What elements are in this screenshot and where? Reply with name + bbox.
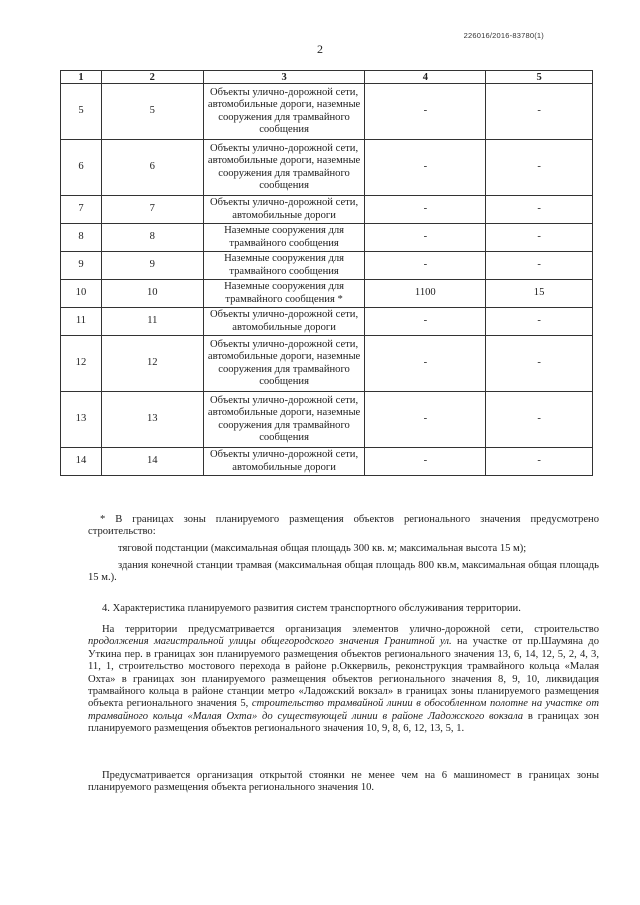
zone-number-cell: 9	[101, 252, 203, 280]
zone-number-cell: 11	[101, 308, 203, 336]
object-type-cell: Объекты улично-дорожной сети, автомобильные дороги, наземные сооружения для трамвайного сообщения	[203, 392, 365, 448]
area-cell: -	[365, 336, 486, 392]
row-number-cell: 11	[61, 308, 102, 336]
area-cell: -	[365, 392, 486, 448]
area-cell: -	[365, 84, 486, 140]
zone-number-cell: 6	[101, 140, 203, 196]
table-row	[61, 84, 593, 140]
row-number-cell: 7	[61, 196, 102, 224]
area-cell: -	[365, 140, 486, 196]
height-cell: -	[486, 84, 593, 140]
column-header: 5	[486, 71, 593, 84]
table-row	[61, 280, 593, 308]
document-id: 226016/2016-83780(1)	[463, 31, 544, 40]
height-cell: -	[486, 224, 593, 252]
object-type-cell: Наземные сооружения для трамвайного сообщения	[203, 224, 365, 252]
row-number-cell: 5	[61, 84, 102, 140]
section-paragraph-2: Предусматривается организация открытой стоянки не менее чем на 6 машиномест в границах зоны планируемого размещения объекта регионального значения 10.	[88, 770, 599, 794]
area-cell: 1100	[365, 280, 486, 308]
object-type-cell: Наземные сооружения для трамвайного сообщения *	[203, 280, 365, 308]
column-header: 1	[61, 71, 102, 84]
zone-number-cell: 13	[101, 392, 203, 448]
zones-table	[60, 70, 593, 476]
height-cell: -	[486, 448, 593, 476]
area-cell: -	[365, 224, 486, 252]
table-row	[61, 252, 593, 280]
area-cell: -	[365, 196, 486, 224]
height-cell: -	[486, 252, 593, 280]
zone-number-cell: 7	[101, 196, 203, 224]
height-cell: -	[486, 336, 593, 392]
row-number-cell: 13	[61, 392, 102, 448]
section-heading: 4. Характеристика планируемого развития систем транспортного обслуживания территории.	[102, 603, 521, 614]
area-cell: -	[365, 448, 486, 476]
area-cell: -	[365, 252, 486, 280]
table-row	[61, 308, 593, 336]
table-header-row	[61, 71, 593, 84]
object-type-cell: Объекты улично-дорожной сети, автомобильные дороги	[203, 196, 365, 224]
height-cell: -	[486, 140, 593, 196]
object-type-cell: Объекты улично-дорожной сети, автомобильные дороги, наземные сооружения для трамвайного сообщения	[203, 336, 365, 392]
footnote-intro-text: * В границах зоны планируемого размещения объектов регионального значения предусмотрено строительство:	[88, 514, 599, 538]
italic-phrase: строительство трамвайной линии в обособленном полотне на участке от трамвайного кольца «Малая Охта» до существующей линии в районе Ладожского вокзала	[88, 698, 599, 722]
zone-number-cell: 8	[101, 224, 203, 252]
object-type-cell: Объекты улично-дорожной сети, автомобильные дороги	[203, 308, 365, 336]
italic-phrase: продолжения магистральной улицы общегородского значения Гранитной ул.	[88, 636, 452, 648]
height-cell: -	[486, 196, 593, 224]
table-row	[61, 140, 593, 196]
zone-number-cell: 14	[101, 448, 203, 476]
object-type-cell: Объекты улично-дорожной сети, автомобильные дороги	[203, 448, 365, 476]
row-number-cell: 14	[61, 448, 102, 476]
column-header: 4	[365, 71, 486, 84]
row-number-cell: 10	[61, 280, 102, 308]
column-header: 3	[203, 71, 365, 84]
row-number-cell: 12	[61, 336, 102, 392]
table-row	[61, 336, 593, 392]
section-paragraph-1: На территории предусматривается организация элементов улично-дорожной сети, строительство продолжения магистральной улицы общегородского значения Гранитной ул. на участке от пр.Шаумяна до Уткина пер. в границах зон планируемого размещения объектов регионального значения 13, 6, 14, 12, 5, 2, 4, 3, 11, 1, строительство мостового перехода в районе р.Оккервиль, реконструкция трамвайного кольца «Малая Охта» в границах зон планируемого размещения объектов регионального значения 8, 9, 10, ликвидация трамвайного кольца в районе станции метро «Ладожский вокзал» в границах зоны планируемого размещения объекта регионального значения 5, строительство трамвайной линии в обособленном полотне на участке от трамвайного кольца «Малая Охта» до существующей линии в районе Ладожского вокзала в границах зон планируемого размещения объектов регионального значения 10, 9, 8, 6, 12, 13, 5, 1.	[88, 624, 599, 735]
table-row	[61, 392, 593, 448]
page-number: 2	[317, 42, 323, 56]
zone-number-cell: 12	[101, 336, 203, 392]
row-number-cell: 9	[61, 252, 102, 280]
row-number-cell: 8	[61, 224, 102, 252]
area-cell: -	[365, 308, 486, 336]
table-row	[61, 196, 593, 224]
height-cell: 15	[486, 280, 593, 308]
object-type-cell: Наземные сооружения для трамвайного сообщения	[203, 252, 365, 280]
object-type-cell: Объекты улично-дорожной сети, автомобильные дороги, наземные сооружения для трамвайного сообщения	[203, 84, 365, 140]
column-header: 2	[101, 71, 203, 84]
zone-number-cell: 10	[101, 280, 203, 308]
object-type-cell: Объекты улично-дорожной сети, автомобильные дороги, наземные сооружения для трамвайного сообщения	[203, 140, 365, 196]
footnote-item-terminal-building: здания конечной станции трамвая (максимальная общая площадь 800 кв.м, максимальная общая площадь 15 м.).	[88, 560, 599, 584]
table-row	[61, 224, 593, 252]
height-cell: -	[486, 308, 593, 336]
row-number-cell: 6	[61, 140, 102, 196]
height-cell: -	[486, 392, 593, 448]
table-row	[61, 448, 593, 476]
footnote-item-substation: тяговой подстанции (максимальная общая площадь 300 кв. м; максимальная высота 15 м);	[118, 543, 527, 554]
zone-number-cell: 5	[101, 84, 203, 140]
